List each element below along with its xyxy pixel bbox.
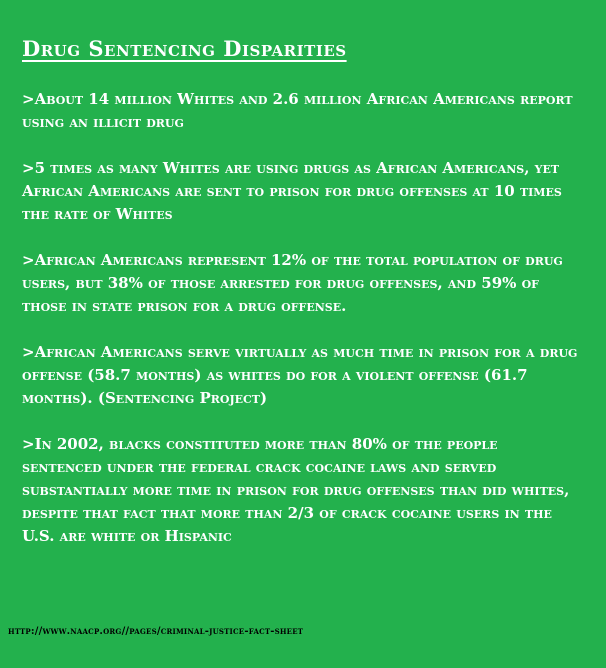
fact-item: >About 14 million Whites and 2.6 million African Americans report using an illicit drug (22, 90, 573, 131)
fact-item: >African Americans represent 12% of the total population of drug users, but 38% of those arrested for drug offenses, and 59% of those in state prison for a drug offense. (22, 251, 563, 315)
facts-list (22, 88, 582, 571)
source-url: http://www.naacp.org//pages/criminal-justice-fact-sheet (8, 626, 304, 637)
fact-item: >African Americans serve virtually as much time in prison for a drug offense (58.7 months) as whites do for a violent offense (61.7 months). (Sentencing Project) (22, 343, 578, 407)
fact-item: >5 times as many Whites are using drugs as African Americans, yet African Americans are sent to prison for drug offenses at 10 times the rate of Whites (22, 159, 562, 223)
page-title: Drug Sentencing Disparities (22, 36, 347, 61)
fact-item: >In 2002, blacks constituted more than 80% of the people sentenced under the federal crack cocaine laws and served substantially more time in prison for drug offenses than did whites, despite that fact that more than 2/3 of crack cocaine users in the U.S. are white or Hispanic (22, 435, 570, 545)
